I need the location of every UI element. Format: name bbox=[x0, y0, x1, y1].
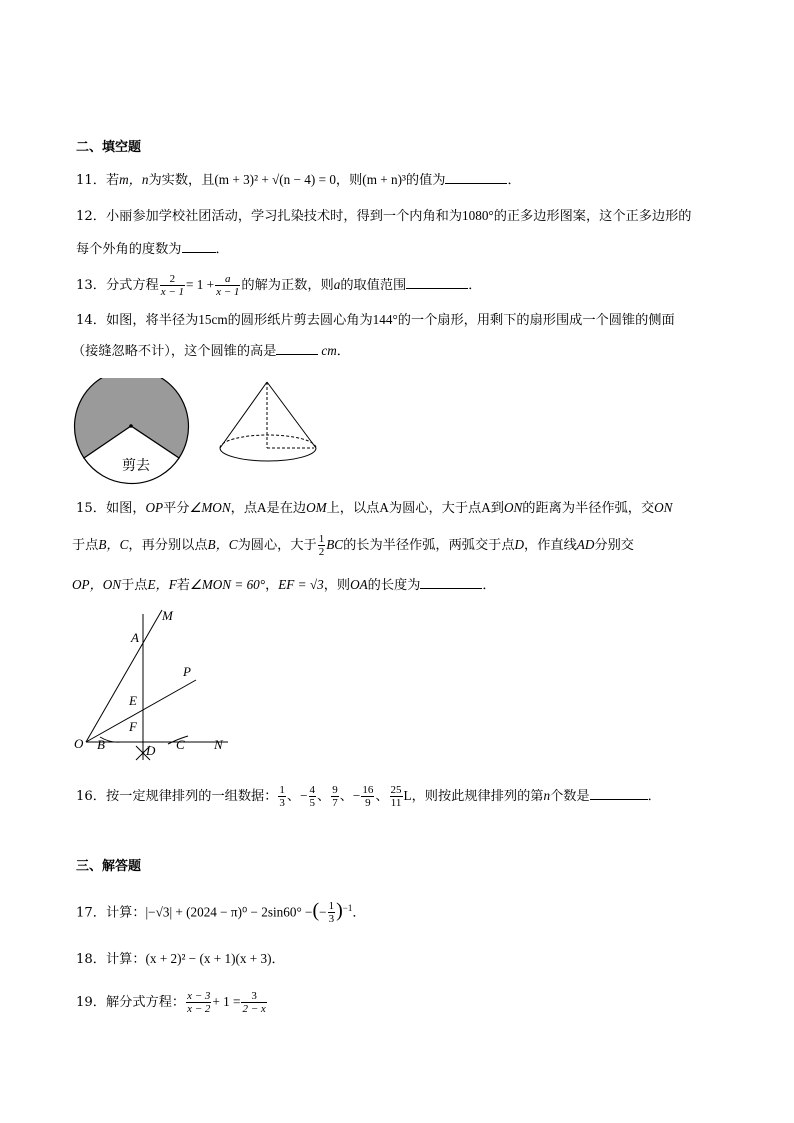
question-text: 的值为 bbox=[405, 173, 446, 188]
question-text: ，则 bbox=[335, 173, 363, 188]
fraction-numerator: 4 bbox=[309, 784, 316, 796]
question-text: 如图，将半径为 bbox=[105, 313, 199, 328]
fraction-denominator: 3 bbox=[328, 913, 335, 926]
math-variable: A bbox=[481, 500, 491, 515]
question-text: 如图， bbox=[105, 501, 146, 516]
question-text: 若 bbox=[176, 578, 190, 593]
fraction-denominator: x − 2 bbox=[187, 1003, 211, 1015]
label-e: E bbox=[129, 693, 137, 708]
question-text: 按一定规律排列的一组数据： bbox=[105, 789, 278, 804]
fraction bbox=[186, 990, 211, 1015]
math-expression: (x + 2)² − (x + 1)(x + 3) bbox=[145, 951, 272, 966]
math-equation: EF = √3 bbox=[278, 577, 324, 592]
question-text: 的圆形纸片剪去圆心角为 bbox=[227, 313, 373, 328]
fraction bbox=[328, 900, 336, 925]
math-equation: (m + 3)² + √(n − 4) = 0 bbox=[214, 172, 336, 187]
question-text: 若 bbox=[105, 173, 120, 188]
question-number: 12． bbox=[76, 209, 106, 224]
sequence-separator: 、 bbox=[317, 788, 331, 803]
fraction bbox=[241, 990, 266, 1015]
question-text: ，再分别以点 bbox=[128, 538, 208, 553]
question-number: 17． bbox=[76, 905, 106, 921]
fraction-numerator: 25 bbox=[390, 784, 402, 796]
label-c: C bbox=[176, 737, 185, 752]
sequence-ellipsis: L bbox=[403, 788, 412, 803]
question-number: 11． bbox=[76, 173, 106, 188]
fraction-numerator: 9 bbox=[332, 784, 338, 796]
question-number: 13． bbox=[76, 278, 106, 293]
question-text: 的长为半径作弧，两弧交于点 bbox=[343, 538, 515, 553]
math-operator: = 1 + bbox=[186, 277, 215, 292]
question-text: 的长度为 bbox=[367, 578, 421, 593]
label-n: N bbox=[214, 737, 223, 752]
cut-label: 剪去 bbox=[122, 459, 150, 474]
punctuation: ． bbox=[336, 344, 350, 359]
fraction-denominator: 11 bbox=[390, 797, 402, 809]
fraction-numerator: 1 bbox=[279, 784, 285, 796]
sequence-separator: 、− bbox=[286, 788, 308, 803]
math-variable: E，F bbox=[147, 577, 177, 592]
question-text: 每个外角的度数为 bbox=[76, 242, 182, 257]
unit-label: cm bbox=[321, 343, 337, 358]
question-13 bbox=[76, 273, 481, 298]
math-angle: ∠MON = 60° bbox=[189, 577, 266, 592]
question-text: ，则 bbox=[323, 578, 351, 593]
sequence-fraction bbox=[331, 784, 339, 809]
answer-blank bbox=[445, 171, 507, 184]
question-text: 分别交 bbox=[594, 538, 634, 553]
angle-bisector-figure bbox=[70, 604, 250, 764]
answer-blank bbox=[276, 342, 318, 355]
fraction-denominator: 2 bbox=[318, 546, 325, 558]
punctuation: ， bbox=[265, 578, 279, 593]
question-text: 计算： bbox=[105, 905, 146, 921]
fraction-denominator: x − 1 bbox=[216, 286, 240, 298]
label-a: A bbox=[131, 630, 139, 645]
label-p: P bbox=[183, 664, 191, 679]
question-text: ，点 bbox=[230, 501, 258, 516]
sequence-fraction bbox=[309, 784, 317, 809]
question-19 bbox=[76, 990, 268, 1015]
punctuation: ． bbox=[482, 578, 496, 593]
fraction bbox=[215, 273, 240, 298]
math-variable: OP，ON bbox=[72, 577, 122, 592]
math-value: 1080° bbox=[462, 208, 494, 223]
fraction-numerator: x − 3 bbox=[187, 990, 211, 1002]
math-variable: ON bbox=[654, 500, 673, 515]
ray-op bbox=[86, 680, 196, 742]
answer-blank bbox=[590, 787, 648, 800]
question-text: 于点 bbox=[72, 538, 99, 553]
fraction-denominator: 3 bbox=[279, 797, 285, 809]
sequence-fraction bbox=[361, 784, 374, 809]
math-variable: BC bbox=[326, 537, 344, 552]
exponent: −1 bbox=[342, 903, 353, 913]
question-text: 的距离为半径作弧，交 bbox=[522, 501, 655, 516]
label-d: D bbox=[146, 743, 156, 758]
section-heading-fill-in: 二、填空题 bbox=[76, 140, 142, 155]
math-operator: + 1 = bbox=[212, 994, 241, 1009]
fraction-denominator: 2 − x bbox=[242, 1003, 266, 1015]
punctuation: ． bbox=[468, 278, 482, 293]
math-variable: B，C bbox=[207, 537, 238, 552]
answer-blank bbox=[420, 576, 482, 589]
question-18 bbox=[76, 950, 285, 969]
math-value: 15cm bbox=[198, 312, 228, 327]
fraction-denominator: 9 bbox=[365, 797, 371, 809]
question-16 bbox=[76, 784, 661, 809]
question-text: 是在边 bbox=[266, 501, 307, 516]
question-14 bbox=[76, 311, 675, 330]
number-sequence bbox=[277, 784, 403, 809]
question-text: ，则按此规律排列的第 bbox=[411, 789, 544, 804]
question-11 bbox=[76, 171, 521, 190]
circle-and-cone-figure bbox=[70, 378, 330, 488]
question-number: 14． bbox=[76, 313, 106, 328]
fraction-numerator: 1 bbox=[318, 533, 325, 545]
question-text: （接缝忽略不计），这个圆锥的高是 bbox=[72, 344, 277, 359]
math-variable: AD bbox=[576, 537, 595, 552]
question-text: 的取值范围 bbox=[340, 278, 407, 293]
question-text: 为实数，且 bbox=[148, 173, 215, 188]
question-15-line-3 bbox=[72, 576, 496, 595]
question-text: 小丽参加学校社团活动，学习扎染技术时，得到一个内角和为 bbox=[105, 209, 463, 224]
circle-center-point bbox=[129, 424, 133, 428]
question-text: 为圆心，大于点 bbox=[388, 501, 482, 516]
question-text: 个数是 bbox=[550, 789, 590, 804]
question-15 bbox=[76, 499, 672, 518]
math-expression: |−√3| + (2024 − π)⁰ − 2sin60° − bbox=[145, 904, 313, 920]
label-b: B bbox=[97, 737, 105, 752]
label-o: O bbox=[74, 736, 84, 751]
fraction-numerator: 1 bbox=[328, 900, 335, 913]
math-variable: OP bbox=[145, 500, 164, 515]
punctuation: ． bbox=[507, 173, 521, 188]
question-text: 为圆心，大于 bbox=[237, 538, 317, 553]
math-variable: B，C bbox=[98, 537, 129, 552]
fraction-denominator: 7 bbox=[332, 797, 338, 809]
cone-base-front bbox=[220, 448, 316, 461]
question-text: 的解为正数，则 bbox=[241, 278, 334, 293]
right-paren: ) bbox=[336, 899, 343, 922]
math-variables: m，n bbox=[119, 172, 149, 187]
sequence-fraction bbox=[278, 784, 286, 809]
fraction-numerator: 2 bbox=[160, 273, 185, 286]
question-text: 的一个扇形，用剩下的扇形围成一个圆锥的侧面 bbox=[397, 313, 675, 328]
math-variable: n bbox=[543, 788, 551, 803]
punctuation: ． bbox=[647, 789, 661, 804]
minus-sign: − bbox=[319, 904, 327, 920]
punctuation: ． bbox=[352, 905, 366, 921]
math-variable: a bbox=[333, 277, 341, 292]
answer-blank bbox=[182, 240, 216, 253]
question-number: 15． bbox=[76, 501, 106, 516]
math-variable: OA bbox=[350, 577, 368, 592]
fraction-numerator: 16 bbox=[362, 784, 374, 796]
question-17 bbox=[76, 899, 366, 925]
question-text: ，作直线 bbox=[524, 538, 577, 553]
fraction-denominator: x − 1 bbox=[160, 286, 185, 298]
section-heading-solve: 三、解答题 bbox=[76, 859, 142, 874]
left-paren: ( bbox=[312, 899, 320, 922]
math-value: 144° bbox=[372, 312, 398, 327]
fraction-denominator: 5 bbox=[309, 797, 316, 809]
question-text: 的正多边形图案，这个正多边形的 bbox=[493, 209, 692, 224]
question-number: 18． bbox=[76, 952, 106, 967]
question-text: 上，以点 bbox=[326, 501, 380, 516]
fraction-numerator: 3 bbox=[241, 990, 266, 1003]
cut-circle-figure bbox=[75, 378, 189, 483]
cone-base-back bbox=[220, 435, 316, 448]
question-number: 19． bbox=[76, 995, 106, 1010]
math-variable: A bbox=[257, 500, 267, 515]
cone-figure bbox=[220, 382, 316, 461]
question-15-line-2 bbox=[72, 533, 634, 558]
label-m: M bbox=[162, 608, 173, 623]
fraction bbox=[160, 273, 185, 298]
question-text: 解分式方程： bbox=[105, 995, 186, 1010]
punctuation: ． bbox=[271, 952, 285, 967]
question-text: 分式方程 bbox=[105, 278, 159, 293]
question-text: 平分 bbox=[163, 501, 190, 516]
math-variable: D bbox=[514, 537, 525, 552]
math-variable: A bbox=[379, 500, 389, 515]
sequence-separator: 、− bbox=[339, 788, 361, 803]
math-expression: (m + n)³ bbox=[362, 172, 406, 187]
math-variable: ON bbox=[503, 500, 523, 515]
cone-slant-right bbox=[267, 382, 316, 448]
question-14-line-2 bbox=[72, 342, 350, 361]
ray-om bbox=[86, 610, 162, 742]
question-text: 计算： bbox=[105, 952, 146, 967]
question-12-line-2 bbox=[76, 240, 229, 259]
answer-blank bbox=[406, 276, 468, 289]
math-angle: ∠MON bbox=[189, 500, 231, 515]
sequence-fraction bbox=[390, 784, 403, 809]
sequence-separator: 、 bbox=[375, 788, 389, 803]
punctuation: ． bbox=[215, 242, 229, 257]
fraction-numerator: a bbox=[215, 273, 240, 286]
cone-slant-left bbox=[220, 382, 267, 448]
question-text: 到 bbox=[490, 501, 504, 516]
question-12 bbox=[76, 207, 692, 226]
fraction bbox=[318, 533, 326, 558]
label-f: F bbox=[129, 719, 137, 734]
question-number: 16． bbox=[76, 789, 106, 804]
question-text: 于点 bbox=[121, 578, 148, 593]
math-variable: OM bbox=[306, 500, 327, 515]
